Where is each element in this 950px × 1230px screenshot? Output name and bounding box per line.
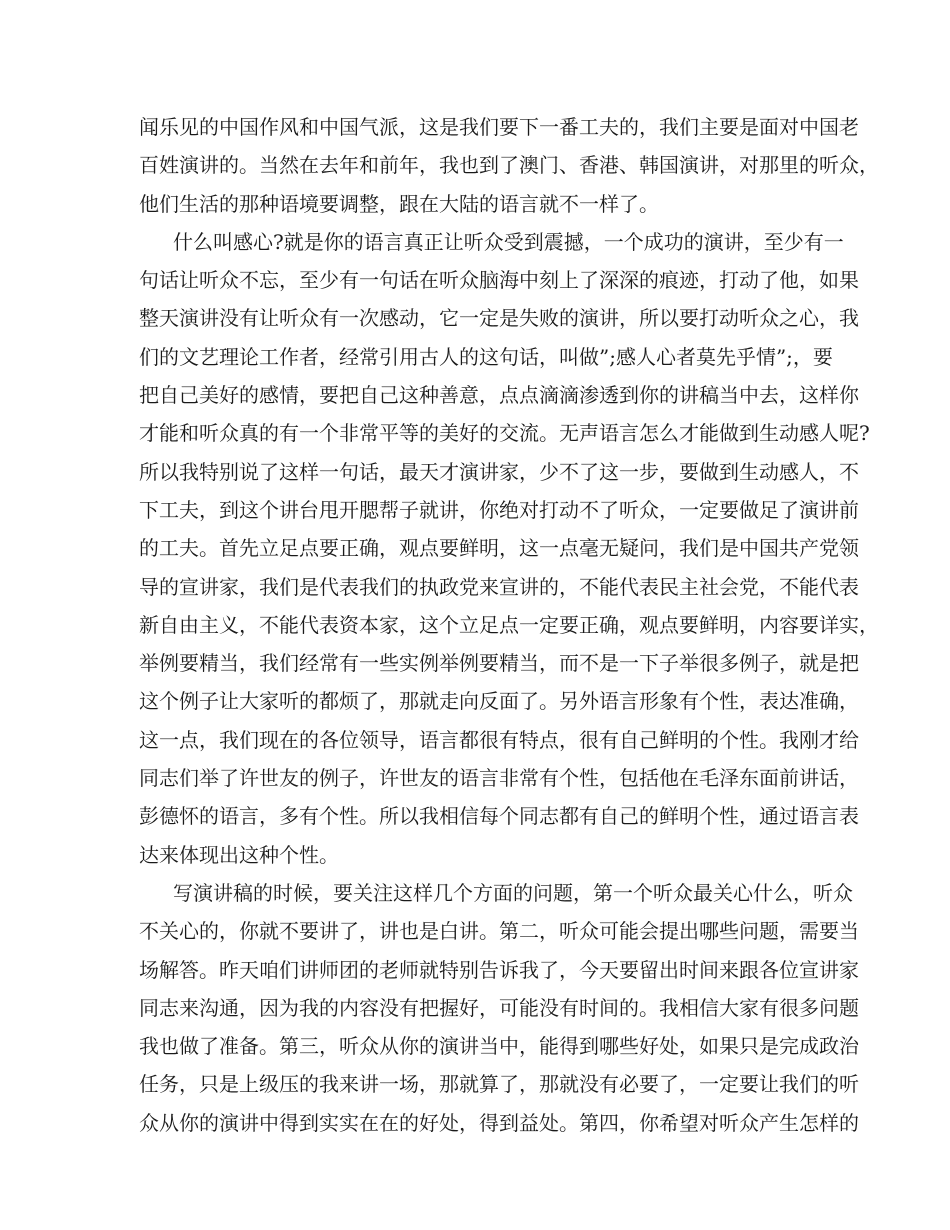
text-line: 导的宣讲家，我们是代表我们的执政党来宣讲的，不能代表民主社会党，不能代表 <box>139 574 859 599</box>
paragraph <box>139 223 879 874</box>
text-line: 这个例子让大家听的都烦了，那就走向反面了。另外语言形象有个性，表达准确， <box>139 689 859 714</box>
text-line: 把自己美好的感情，要把自己这种善意，点点滴滴渗透到你的讲稿当中去，这样你 <box>139 383 859 408</box>
text-line: 的工夫。首先立足点要正确，观点要鲜明，这一点毫无疑问，我们是中国共产党领 <box>139 536 859 561</box>
text-line: 写演讲稿的时候，要关注这样几个方面的问题，第一个听众最关心什么，听众 <box>173 880 853 905</box>
text-line: 场解答。昨天咱们讲师团的老师就特别告诉我了，今天要留出时间来跟各位宣讲家 <box>139 957 859 982</box>
text-line: 新自由主义，不能代表资本家，这个立足点一定要正确，观点要鲜明，内容要详实， <box>139 612 879 637</box>
text-line: 同志来沟通，因为我的内容没有把握好，可能没有时间的。我相信大家有很多问题 <box>139 995 859 1020</box>
text-line: 整天演讲没有让听众有一次感动，它一定是失败的演讲，所以要打动听众之心，我 <box>139 306 859 331</box>
text-line: 闻乐见的中国作风和中国气派，这是我们要下一番工夫的，我们主要是面对中国老 <box>139 115 859 139</box>
text-line: 百姓演讲的。当然在去年和前年，我也到了澳门、香港、韩国演讲，对那里的听众， <box>139 153 879 178</box>
text-line: 彭德怀的语言，多有个性。所以我相信每个同志都有自己的鲜明个性，通过语言表 <box>139 804 859 829</box>
document-body <box>139 108 879 1142</box>
text-line: 下工夫，到这个讲台甩开腮帮子就讲，你绝对打动不了听众，一定要做足了演讲前 <box>139 497 859 522</box>
paragraph <box>139 108 879 223</box>
paragraph <box>139 874 859 1142</box>
text-line: 我也做了准备。第三，听众从你的演讲当中，能得到哪些好处，如果只是完成政治 <box>139 1034 859 1059</box>
text-line: 举例要精当，我们经常有一些实例举例要精当，而不是一下子举很多例子，就是把 <box>139 651 859 676</box>
text-line: 达来体现出这种个性。 <box>139 842 339 867</box>
text-line: 不关心的，你就不要讲了，讲也是白讲。第二，听众可能会提出哪些问题，需要当 <box>139 919 859 944</box>
text-line: 们的文艺理论工作者，经常引用古人的这句话，叫做”;感人心者莫先乎情”;，要 <box>139 344 833 369</box>
text-line: 什么叫感心?就是你的语言真正让听众受到震撼，一个成功的演讲，至少有一 <box>173 229 844 254</box>
text-line: 众从你的演讲中得到实实在在的好处，得到益处。第四，你希望对听众产生怎样的 <box>139 1110 859 1135</box>
text-line: 才能和听众真的有一个非常平等的美好的交流。无声语言怎么才能做到生动感人呢? <box>139 421 870 446</box>
text-line: 同志们举了许世友的例子，许世友的语言非常有个性，包括他在毛泽东面前讲话， <box>139 766 859 791</box>
text-line: 所以我特别说了这样一句话，最天才演讲家，少不了这一步，要做到生动感人，不 <box>139 459 859 484</box>
text-line: 他们生活的那种语境要调整，跟在大陆的语言就不一样了。 <box>139 191 659 216</box>
text-line: 这一点，我们现在的各位领导，语言都很有特点，很有自己鲜明的个性。我刚才给 <box>139 727 859 752</box>
text-line: 句话让听众不忘，至少有一句话在听众脑海中刻上了深深的痕迹，打动了他，如果 <box>139 268 859 293</box>
text-line: 任务，只是上级压的我来讲一场，那就算了，那就没有必要了，一定要让我们的听 <box>139 1072 859 1097</box>
